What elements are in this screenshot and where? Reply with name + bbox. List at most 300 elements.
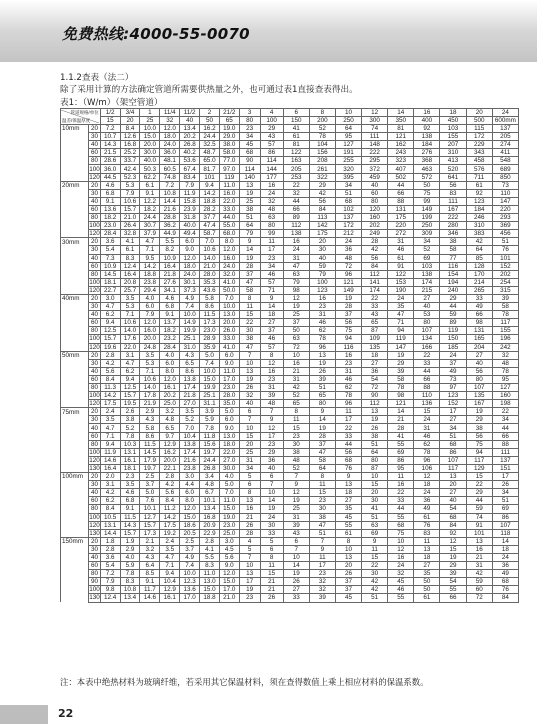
heat-value-cell: 34: [260, 262, 283, 270]
heat-value-cell: 151: [492, 464, 518, 472]
heat-value-cell: 98: [283, 286, 309, 294]
temp-diff-cell: 100: [89, 586, 100, 594]
heat-value-cell: 9.4: [120, 375, 140, 383]
heat-value-cell: 7: [309, 537, 335, 545]
heat-value-cell: 28.9: [200, 335, 220, 343]
heat-value-cell: 12.3: [180, 578, 200, 586]
heat-value-cell: 117: [492, 319, 518, 327]
temp-diff-cell: 100: [89, 448, 100, 456]
heat-value-cell: 95: [335, 133, 361, 141]
temp-diff-cell: 120: [89, 343, 100, 351]
heat-value-cell: 95: [492, 375, 518, 383]
heat-value-cell: 25.7: [120, 286, 140, 294]
heat-value-cell: 31.8: [180, 214, 200, 222]
heat-value-cell: 15.7: [140, 521, 160, 529]
heat-value-cell: 107: [492, 521, 518, 529]
heat-value-cell: 10: [260, 489, 283, 497]
heat-value-cell: 10: [283, 553, 309, 561]
heat-value-cell: 220: [388, 222, 414, 230]
heat-value-cell: 7.0: [200, 238, 220, 246]
heat-value-cell: 205: [283, 165, 309, 173]
heat-value-cell: 3.9: [200, 408, 220, 416]
heat-value-cell: 34: [440, 424, 466, 432]
insulation-thickness-label: [61, 456, 89, 464]
insulation-thickness-label: [61, 594, 89, 602]
heat-value-cell: 13: [362, 408, 388, 416]
heat-value-cell: 47: [283, 262, 309, 270]
heat-value-cell: 33.0: [219, 335, 239, 343]
heat-value-cell: 9: [283, 481, 309, 489]
heat-value-cell: 21.6: [160, 205, 180, 213]
heat-value-cell: 502: [388, 173, 414, 181]
heat-value-cell: 21: [239, 513, 260, 521]
heat-value-cell: 86: [388, 456, 414, 464]
heat-value-cell: 7: [260, 481, 283, 489]
heat-value-cell: 88: [492, 440, 518, 448]
heat-value-cell: 689: [492, 165, 518, 173]
heat-value-cell: 44: [414, 367, 440, 375]
heat-value-cell: 4.3: [140, 553, 160, 561]
heat-value-cell: 9.0: [180, 246, 200, 254]
heat-value-cell: 253: [283, 173, 309, 181]
heat-value-cell: 127: [335, 141, 361, 149]
heat-value-cell: 21: [388, 416, 414, 424]
heat-value-cell: 40: [466, 359, 492, 367]
heat-value-cell: 12.6: [120, 133, 140, 141]
heat-value-cell: 22.9: [200, 529, 220, 537]
heat-value-cell: 76: [335, 464, 361, 472]
temp-diff-cell: 30: [89, 189, 101, 197]
heat-value-cell: 31: [414, 424, 440, 432]
heat-value-cell: 97: [440, 384, 466, 392]
heat-value-cell: 2.5: [180, 537, 200, 545]
heat-value-cell: 254: [492, 278, 518, 286]
heat-value-cell: 30: [239, 327, 260, 335]
heat-value-cell: 42: [466, 570, 492, 578]
heat-value-cell: 11: [388, 473, 414, 481]
heat-value-cell: 141: [362, 278, 388, 286]
heat-value-cell: 25: [283, 505, 309, 513]
temp-diff-cell: 80: [89, 570, 101, 578]
heat-value-cell: 11.9: [100, 448, 120, 456]
heat-value-cell: 55: [335, 521, 361, 529]
heat-value-cell: 22: [239, 319, 260, 327]
heat-value-cell: 6.0: [140, 303, 160, 311]
heat-value-cell: 14.2: [200, 189, 220, 197]
heat-value-cell: 15: [239, 311, 260, 319]
temp-diff-cell: 30: [89, 545, 101, 553]
heat-value-cell: 19.5: [120, 400, 140, 408]
heat-value-cell: 106: [414, 464, 440, 472]
heat-value-cell: 42: [362, 246, 388, 254]
heat-value-cell: 7: [239, 351, 260, 359]
heat-value-cell: 6.8: [100, 189, 120, 197]
table-row: [61, 497, 519, 505]
heat-value-cell: 47: [388, 311, 414, 319]
heat-value-cell: 15.0: [200, 586, 220, 594]
table-row: [61, 125, 519, 133]
temp-diff-cell: 60: [89, 262, 101, 270]
heat-value-cell: 138: [414, 270, 440, 278]
heat-value-cell: 40.0: [140, 157, 160, 165]
heat-value-cell: 10.9: [160, 254, 180, 262]
heat-value-cell: 59: [466, 505, 492, 513]
heat-value-cell: 7.3: [100, 254, 120, 262]
heat-value-cell: 3.5: [180, 408, 200, 416]
heat-value-cell: 11: [260, 562, 283, 570]
insulation-thickness-label: [61, 578, 89, 586]
heat-value-cell: 34: [414, 238, 440, 246]
heat-value-cell: 6.1: [120, 246, 140, 254]
heat-value-cell: 11.0: [200, 570, 220, 578]
heat-value-cell: 128: [466, 262, 492, 270]
table-row: [61, 586, 519, 594]
heat-value-cell: 16.4: [100, 464, 120, 472]
heat-value-cell: 3.0: [219, 537, 239, 545]
heat-value-cell: 69: [414, 254, 440, 262]
heat-value-cell: 111: [362, 133, 388, 141]
table-note: 注：本表中绝热材料为玻璃纤维，若采用其它保温材料，须在查得数值上乘上相应材料的保温系数。: [60, 677, 429, 687]
heat-value-cell: 6.4: [140, 562, 160, 570]
heat-value-cell: 11.3: [100, 384, 120, 392]
heat-value-cell: 66: [466, 311, 492, 319]
heat-value-cell: 24: [260, 189, 283, 197]
heat-value-cell: 26: [260, 594, 283, 602]
heat-value-cell: 14.3: [120, 521, 140, 529]
heat-value-cell: 191: [335, 149, 361, 157]
table-row: [61, 157, 519, 165]
heat-value-cell: 16: [239, 505, 260, 513]
heat-value-cell: 10.0: [219, 303, 239, 311]
heat-value-cell: 62: [309, 327, 335, 335]
heat-value-cell: 54: [362, 375, 388, 383]
heat-value-cell: 16: [260, 181, 283, 189]
heat-value-cell: 50.0: [219, 286, 239, 294]
heat-value-cell: 39: [388, 367, 414, 375]
heat-value-cell: 52: [283, 464, 309, 472]
insulation-thickness-label: [61, 149, 89, 157]
heat-value-cell: 39: [283, 521, 309, 529]
heat-value-cell: 50: [414, 181, 440, 189]
heat-value-cell: 134: [414, 335, 440, 343]
heat-value-cell: 18.0: [180, 262, 200, 270]
heat-value-cell: 520: [440, 165, 466, 173]
heat-value-cell: 38: [309, 513, 335, 521]
heat-value-cell: 7.0: [180, 424, 200, 432]
heat-value-cell: 39: [260, 392, 283, 400]
heat-value-cell: 22: [492, 408, 518, 416]
heat-value-cell: 25: [283, 311, 309, 319]
heat-value-cell: 31: [283, 513, 309, 521]
heat-value-cell: 24.4: [200, 133, 220, 141]
table-row: [61, 181, 519, 189]
heat-value-cell: 9.0: [219, 424, 239, 432]
heat-value-cell: 102: [335, 205, 361, 213]
heat-value-cell: 78: [309, 133, 335, 141]
insulation-thickness-label: [61, 359, 89, 367]
heat-value-cell: 32: [260, 197, 283, 205]
heat-value-cell: 205: [492, 133, 518, 141]
pipe-size-mm: 450: [440, 117, 466, 125]
heat-value-cell: 208: [309, 157, 335, 165]
heat-value-cell: 22.0: [219, 197, 239, 205]
heat-value-cell: 9.4: [100, 319, 120, 327]
heat-value-cell: 2.4: [100, 408, 120, 416]
heat-value-cell: 50: [414, 586, 440, 594]
heat-value-cell: 35.3: [200, 278, 220, 286]
pipe-size-inch: 14: [388, 109, 414, 117]
header-row-mm: [61, 117, 519, 125]
table-row: [61, 197, 519, 205]
pipe-size-mm: 500: [466, 117, 492, 125]
heat-value-cell: 84: [492, 594, 518, 602]
heat-value-cell: 19: [283, 570, 309, 578]
heat-value-cell: 69: [362, 529, 388, 537]
heat-value-cell: 37: [440, 359, 466, 367]
pipe-size-inch: 21/2: [219, 109, 239, 117]
heat-value-cell: 20: [362, 489, 388, 497]
heat-value-cell: 7.1: [120, 311, 140, 319]
insulation-thickness-label: [61, 448, 89, 456]
heat-value-cell: 44.0: [219, 214, 239, 222]
heat-value-cell: 67.4: [180, 165, 200, 173]
heat-value-cell: 107: [466, 384, 492, 392]
heat-value-cell: 10.0: [180, 311, 200, 319]
heat-value-cell: 8: [239, 489, 260, 497]
heat-value-cell: 46: [335, 375, 361, 383]
header-row-sizes: [61, 109, 519, 117]
heat-value-cell: 72: [335, 262, 361, 270]
pipe-size-inch: 8: [309, 109, 335, 117]
heat-value-cell: 68: [440, 513, 466, 521]
heat-value-cell: 9: [362, 537, 388, 545]
heat-value-cell: 57: [260, 343, 283, 351]
table-row: [61, 375, 519, 383]
heat-value-cell: 23: [260, 440, 283, 448]
heat-value-cell: 10.1: [200, 497, 220, 505]
heat-value-cell: 463: [414, 165, 440, 173]
heat-value-cell: 17: [239, 578, 260, 586]
heat-value-cell: 13.4: [120, 594, 140, 602]
table-row: [61, 481, 519, 489]
heat-value-cell: 15.0: [219, 505, 239, 513]
insulation-thickness-label: [61, 489, 89, 497]
heat-value-cell: 11: [309, 481, 335, 489]
heat-value-cell: 60.5: [160, 165, 180, 173]
table-row: [61, 537, 519, 545]
temp-diff-cell: 40: [89, 367, 101, 375]
heat-value-cell: 19: [239, 189, 260, 197]
heat-value-cell: 37: [239, 270, 260, 278]
intro-paragraph: 除了采用计算的方法确定管道所需要供热量之外，也可通过表1直接查表得出。: [60, 85, 358, 95]
heat-value-cell: 147: [492, 197, 518, 205]
heat-value-cell: 64: [335, 125, 361, 133]
heat-value-cell: 142: [309, 222, 335, 230]
heat-value-cell: 123: [466, 197, 492, 205]
heat-value-cell: 78: [414, 448, 440, 456]
heat-value-cell: 24: [414, 416, 440, 424]
heat-value-cell: 12.5: [120, 384, 140, 392]
heat-value-cell: 96: [335, 400, 361, 408]
heat-value-cell: 83: [440, 189, 466, 197]
heat-value-cell: 21.0: [200, 262, 220, 270]
heat-value-cell: 17: [260, 246, 283, 254]
table-row: [61, 505, 519, 513]
heat-value-cell: 212: [335, 230, 361, 238]
heat-value-cell: 10.0: [200, 367, 220, 375]
heat-value-cell: 11.5: [120, 513, 140, 521]
heat-value-cell: 41: [283, 125, 309, 133]
heat-value-cell: 48: [283, 456, 309, 464]
heat-value-cell: 12.0: [219, 246, 239, 254]
heat-value-cell: 110: [414, 392, 440, 400]
heat-value-cell: 58: [440, 246, 466, 254]
heat-value-cell: 20.0: [219, 319, 239, 327]
heat-value-cell: 46: [309, 319, 335, 327]
heat-value-cell: 17.0: [180, 594, 200, 602]
heat-value-cell: 12: [414, 473, 440, 481]
heat-value-cell: 8.5: [140, 570, 160, 578]
heat-value-cell: 243: [388, 149, 414, 157]
heat-value-cell: 641: [440, 173, 466, 181]
heat-value-cell: 24: [414, 489, 440, 497]
heat-value-cell: 47: [239, 278, 260, 286]
heat-value-cell: 19: [239, 375, 260, 383]
temp-diff-cell: 120: [89, 173, 100, 181]
heat-value-cell: 13.0: [200, 578, 220, 586]
temp-diff-cell: 30: [89, 416, 101, 424]
heat-value-cell: 86: [440, 448, 466, 456]
heat-value-cell: 4.0: [140, 294, 160, 302]
insulation-thickness-label: [61, 529, 89, 537]
heat-value-cell: 23.8: [140, 278, 160, 286]
heat-value-cell: 20: [309, 238, 335, 246]
heat-value-cell: 14.5: [140, 448, 160, 456]
heat-value-cell: 18.0: [160, 133, 180, 141]
heat-value-cell: 55: [388, 440, 414, 448]
heat-value-cell: 23.8: [180, 464, 200, 472]
heat-value-cell: 5.6: [100, 367, 120, 375]
heat-value-cell: 184: [414, 141, 440, 149]
heat-value-cell: 30: [362, 570, 388, 578]
heat-value-cell: 4.6: [160, 294, 180, 302]
heat-value-cell: 147: [388, 343, 414, 351]
heat-value-cell: 31: [335, 367, 361, 375]
heat-value-cell: 135: [466, 392, 492, 400]
heat-value-cell: 27: [414, 294, 440, 302]
table-row: [61, 133, 519, 141]
insulation-thickness-label: [61, 165, 89, 173]
heat-value-cell: 51: [362, 594, 388, 602]
heat-value-cell: 10: [239, 424, 260, 432]
heat-value-cell: 104: [309, 141, 335, 149]
heat-value-cell: 5.8: [140, 424, 160, 432]
heat-value-cell: 5: [239, 473, 260, 481]
heat-value-cell: 38: [283, 448, 309, 456]
heat-value-cell: 13: [239, 570, 260, 578]
heat-value-cell: 84: [440, 521, 466, 529]
heat-value-cell: 12.7: [140, 513, 160, 521]
heat-value-cell: 59: [466, 578, 492, 586]
heat-value-cell: 31: [283, 375, 309, 383]
heat-value-cell: 68: [492, 578, 518, 586]
heat-value-cell: 61: [283, 133, 309, 141]
heat-value-cell: 2.5: [140, 473, 160, 481]
pipe-size-inch: 2: [200, 109, 220, 117]
heat-value-cell: 15: [260, 570, 283, 578]
heat-value-cell: 13.7: [160, 319, 180, 327]
heat-value-cell: 38: [362, 432, 388, 440]
heat-value-cell: 65.0: [200, 157, 220, 165]
heat-value-cell: 107: [440, 456, 466, 464]
heat-value-cell: 26.8: [180, 141, 200, 149]
heat-value-cell: 9.1: [100, 197, 120, 205]
heat-value-cell: 56: [309, 197, 335, 205]
heat-value-cell: 74: [362, 125, 388, 133]
heat-value-cell: 48: [260, 205, 283, 213]
heat-value-cell: 58: [239, 286, 260, 294]
heat-value-cell: 81: [388, 125, 414, 133]
heat-value-cell: 343: [466, 149, 492, 157]
heat-value-cell: 26: [239, 521, 260, 529]
heat-value-cell: 12.5: [100, 327, 120, 335]
heat-value-cell: 3.2: [160, 408, 180, 416]
heat-value-cell: 6.0: [180, 238, 200, 246]
heat-value-cell: 45: [388, 578, 414, 586]
heat-value-cell: 37: [335, 578, 361, 586]
heat-value-cell: 52: [414, 246, 440, 254]
heat-value-cell: 24: [388, 294, 414, 302]
heat-value-cell: 21.6: [180, 456, 200, 464]
heat-value-cell: 2.8: [160, 473, 180, 481]
heat-value-cell: 110: [492, 189, 518, 197]
heat-value-cell: 26: [309, 367, 335, 375]
heat-value-cell: 34: [335, 181, 361, 189]
heat-value-cell: 11: [309, 553, 335, 561]
heat-value-cell: 29.4: [140, 286, 160, 294]
heat-value-cell: 3.5: [100, 416, 120, 424]
temp-diff-cell: 130: [89, 529, 100, 537]
heat-value-cell: 43: [283, 529, 309, 537]
heat-value-cell: 24: [335, 238, 361, 246]
heat-value-cell: 6.0: [219, 351, 239, 359]
heat-value-cell: 58: [388, 375, 414, 383]
heat-value-cell: 10: [283, 351, 309, 359]
heat-value-cell: 23: [309, 303, 335, 311]
heat-value-cell: 24.4: [140, 214, 160, 222]
heat-value-cell: 35: [388, 303, 414, 311]
heat-value-cell: 8.0: [160, 367, 180, 375]
table-row: [61, 513, 519, 521]
heat-value-cell: 17.4: [180, 384, 200, 392]
heat-value-cell: 19: [239, 254, 260, 262]
heat-value-cell: 6: [260, 473, 283, 481]
heat-value-cell: 7.1: [140, 246, 160, 254]
heat-value-cell: 3.5: [120, 294, 140, 302]
heat-value-cell: 25.0: [219, 529, 239, 537]
pipe-size-mm: 100: [260, 117, 283, 125]
heat-value-cell: 7.4: [180, 562, 200, 570]
heat-value-cell: 19: [283, 497, 309, 505]
heat-value-cell: 4: [239, 537, 260, 545]
heat-value-cell: 44: [283, 197, 309, 205]
heat-value-cell: 15.7: [120, 205, 140, 213]
heat-value-cell: 78: [388, 384, 414, 392]
heat-value-cell: 32: [309, 586, 335, 594]
heat-value-cell: 89: [283, 214, 309, 222]
heat-value-cell: 2.6: [120, 408, 140, 416]
heat-value-cell: 45: [239, 141, 260, 149]
